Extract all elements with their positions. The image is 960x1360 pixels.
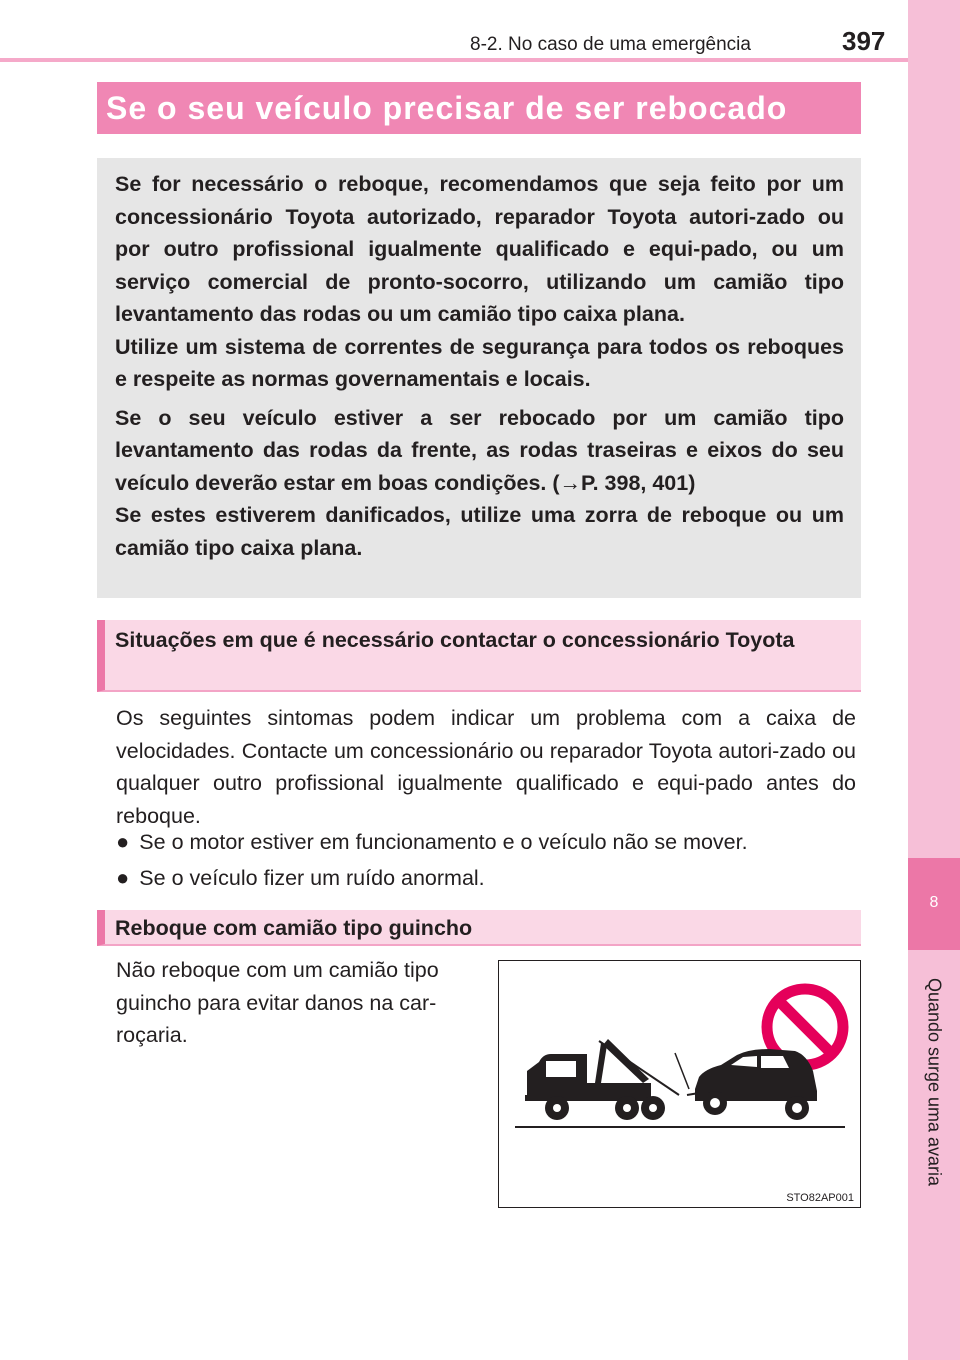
bullet-icon: ●: [116, 865, 130, 890]
section-text-contact-dealer: Os seguintes sintomas podem indicar um problema com a caixa de velocidades. Contacte um concessionário ou reparador Toyota autori-zado ou qualquer outro profissional igualmente qualificado e equi-pado antes do reboque.: [116, 706, 856, 828]
intro-box: [97, 158, 861, 598]
list-item-text: Se o veículo fizer um ruído anormal.: [139, 866, 485, 890]
section-heading-contact-dealer: Situações em que é necessário contactar o concessionário Toyota: [97, 620, 861, 692]
page-number: 397: [842, 26, 886, 56]
header-rule: [0, 58, 908, 62]
page-title-bar: [97, 82, 861, 134]
intro-paragraph-4: Se estes estiverem danificados, utilize uma zorra de reboque ou um camião tipo caixa plana.: [115, 503, 844, 560]
page-title: Se o seu veículo precisar de ser rebocado: [106, 90, 788, 126]
section-breadcrumb: 8-2. No caso de uma emergência: [470, 34, 751, 55]
list-item-text: Se o motor estiver em funcionamento e o veículo não se mover.: [139, 830, 748, 854]
list-item: [116, 862, 485, 894]
towing-illustration: [498, 960, 861, 1208]
tow-truck-illustration: [499, 961, 859, 1207]
section-heading-winch-truck: Reboque com camião tipo guincho: [97, 910, 861, 946]
section-text-winch-truck: Não reboque com um camião tipo guincho para evitar danos na car-roçaria.: [116, 958, 439, 1047]
intro-paragraph-2: Utilize um sistema de correntes de segurança para todos os reboques e respeite as normas governamentais e locais.: [115, 334, 844, 391]
intro-paragraph-3: Se o seu veículo estiver a ser rebocado por um camião tipo levantamento das rodas da frente, as rodas traseiras e eixos do seu veículo deverão estar em boas condições. (→P. 398, 401): [115, 405, 844, 495]
tow-truck-icon: [525, 1039, 689, 1120]
list-item: [116, 826, 748, 858]
towed-car-icon: [687, 1049, 817, 1120]
chapter-label: Quando surge uma avaria: [924, 977, 945, 1187]
intro-paragraph-1: Se for necessário o reboque, recomendamos que seja feito por um concessionário Toyota autorizado, reparador Toyota autori-zado ou por outro profissional igualmente qualificado e equi-pado, ou um serviço comercial de pronto-socorro, utilizando um camião tipo levantamento das rodas ou um camião tipo caixa plana.: [115, 172, 844, 326]
figure-code: STO82AP001: [786, 1192, 854, 1204]
chapter-number: 8: [929, 894, 939, 911]
bullet-icon: ●: [116, 829, 130, 854]
